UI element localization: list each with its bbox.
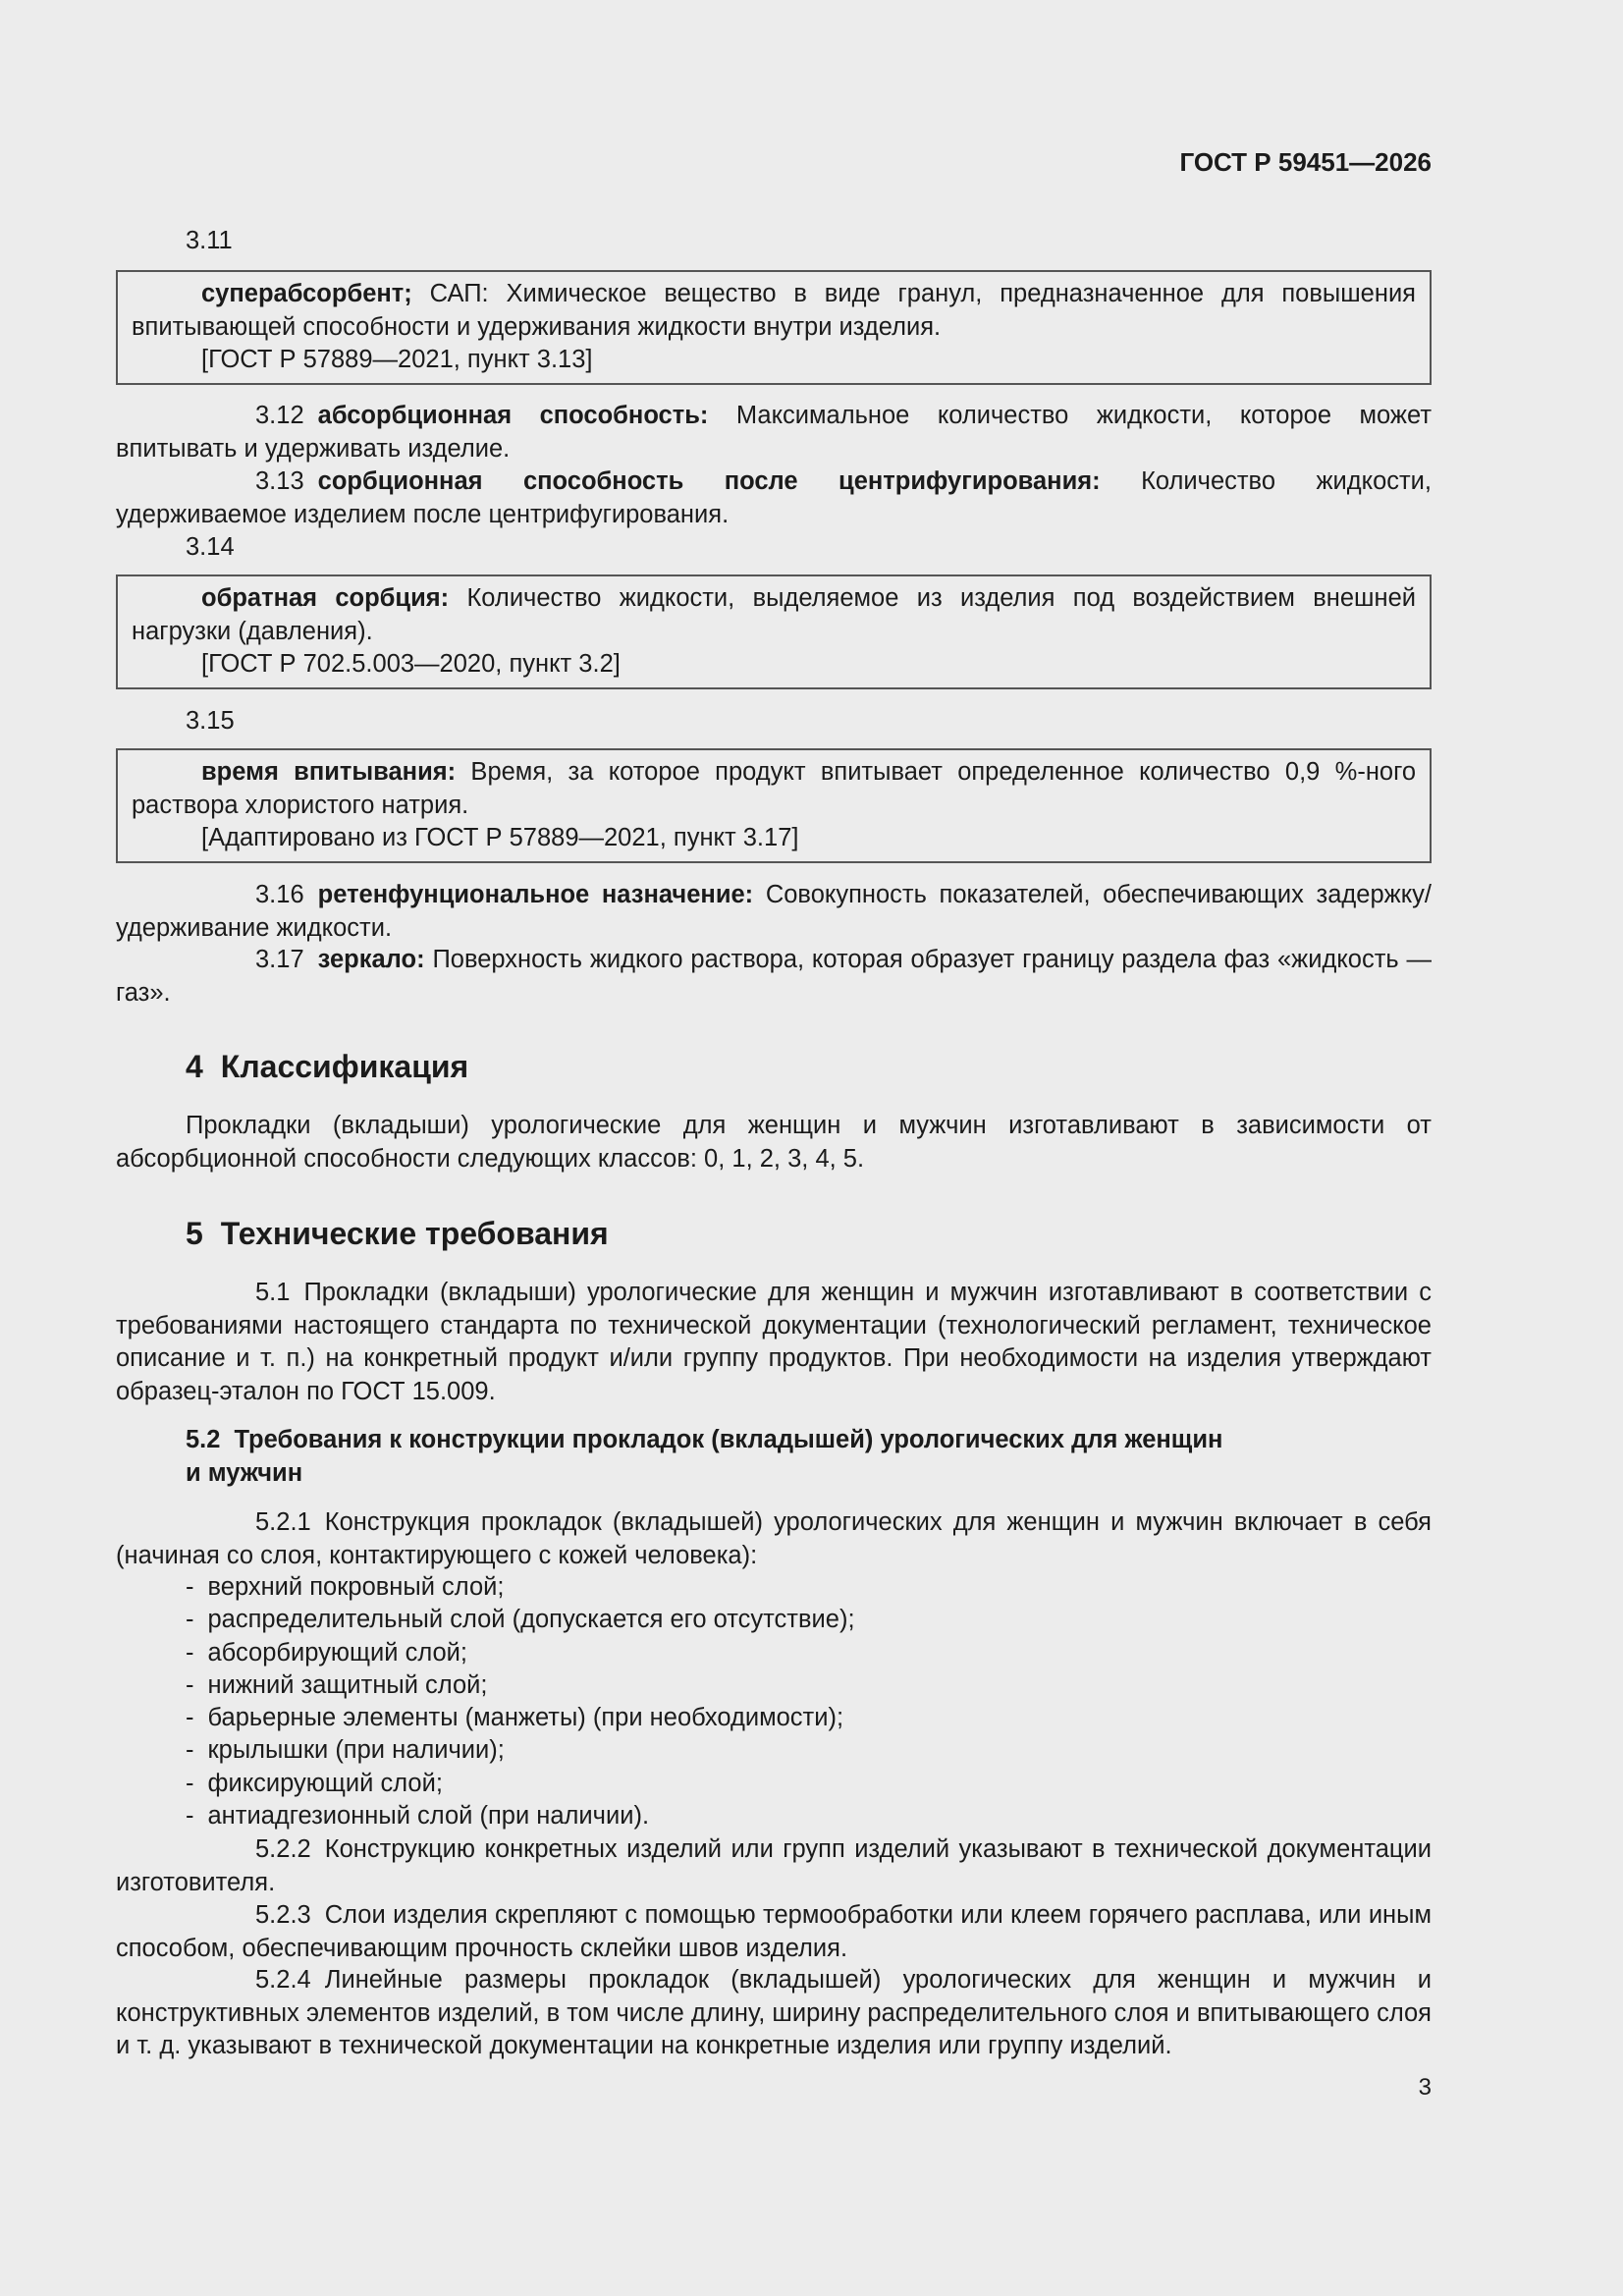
term-box-3-14: [116, 574, 1432, 689]
term-definition: [132, 582, 1416, 648]
list-item: - антиадгезионный слой (при наличии).: [186, 1800, 855, 1832]
term-number: 3.13: [255, 467, 304, 495]
clause-text: Конструкция прокладок (вкладышей) урологических для женщин и мужчин включает в себя (начиная со слоя, контактирующего с кожей человека):: [116, 1508, 1432, 1569]
subsection-title-line-1: [186, 1424, 1432, 1457]
clause-number: 5.2.3: [255, 1901, 311, 1929]
clause-5-1: [116, 1277, 1432, 1408]
term-definition: [132, 278, 1416, 344]
term-abbreviation: САП:: [411, 280, 489, 307]
list-item: - распределительный слой (допускается его отсутствие);: [186, 1604, 855, 1636]
clause-5-2-2: [116, 1833, 1432, 1899]
term-3-16: [116, 879, 1432, 945]
term-number: 3.16: [255, 881, 304, 908]
subsection-title-line-2: и мужчин: [186, 1458, 303, 1487]
definition-text: Совокупность показателей, обеспечивающих задержку/удерживание жидкости.: [116, 881, 1432, 942]
list-item: - крылышки (при наличии);: [186, 1734, 855, 1767]
section-4-heading: [186, 1049, 468, 1085]
term-name: абсорбционная способность:: [317, 402, 709, 429]
definition-text: Количество жидкости, выделяемое из изделия под воздействием внешней нагрузки (давления).: [132, 584, 1416, 645]
clause-text: Прокладки (вкладыши) урологические для женщин и мужчин изготавливают в соответствии с требованиями настоящего стандарта по технической документации (технологический регламент, техническое описание и т. п.) на конкретный продукт и/или группу продуктов. При необходимости на изделия утверждают образец-эталон по ГОСТ 15.009.: [116, 1279, 1432, 1405]
term-name: ретенфунциональное назначение:: [317, 881, 754, 908]
term-source: [ГОСТ Р 57889—2021, пункт 3.13]: [201, 346, 593, 373]
definition-text: Химическое вещество в виде гранул, предназначенное для повышения впитывающей способности и удерживания жидкости внутри изделия.: [132, 280, 1416, 341]
section-title: Классификация: [220, 1049, 469, 1084]
term-definition: [132, 756, 1416, 822]
term-name: суперабсорбент;: [201, 280, 412, 307]
subsection-5-2-heading: [186, 1424, 1432, 1490]
term-3-13: [116, 465, 1432, 531]
page-number: 3: [1418, 2074, 1432, 2101]
term-box-3-11: [116, 270, 1432, 385]
term-source: [Адаптировано из ГОСТ Р 57889—2021, пункт 3.17]: [201, 824, 799, 851]
section-number: 4: [186, 1049, 203, 1084]
list-item: - абсорбирующий слой;: [186, 1637, 855, 1669]
term-3-17: [116, 944, 1432, 1010]
term-number-3-11: 3.11: [186, 227, 233, 254]
clause-number: 5.2.2: [255, 1835, 311, 1863]
list-item: - барьерные элементы (манжеты) (при необходимости);: [186, 1702, 855, 1734]
definition-text: Поверхность жидкого раствора, которая образует границу раздела фаз «жидкость — газ».: [116, 946, 1432, 1007]
clause-number: 5.2.4: [255, 1966, 311, 1994]
clause-number: 5.1: [255, 1279, 291, 1306]
clause-number: 5.2.1: [255, 1508, 311, 1536]
term-name: сорбционная способность после центрифугирования:: [317, 467, 1101, 495]
clause-text: Слои изделия скрепляют с помощью термообработки или клеем горячего расплава, или иным способом, обеспечивающим прочность склейки швов изделия.: [116, 1901, 1432, 1962]
list-item: - верхний покровный слой;: [186, 1571, 855, 1604]
section-number: 5: [186, 1216, 203, 1251]
subsection-number: 5.2: [186, 1426, 221, 1453]
term-number-3-15: 3.15: [186, 707, 235, 735]
clause-5-2-3: [116, 1899, 1432, 1965]
term-box-3-15: [116, 748, 1432, 863]
layers-list: [186, 1571, 855, 1832]
term-name: время впитывания:: [201, 758, 457, 786]
clause-5-2-4: [116, 1964, 1432, 2063]
term-name: обратная сорбция:: [201, 584, 450, 612]
term-number: 3.17: [255, 946, 304, 973]
term-number-3-14: 3.14: [186, 533, 235, 561]
section-4-text: Прокладки (вкладыши) урологические для женщин и мужчин изготавливают в зависимости от абсорбционной способности следующих классов: 0, 1, 2, 3, 4, 5.: [116, 1112, 1432, 1173]
clause-5-2-1: [116, 1506, 1432, 1572]
definition-text: Время, за которое продукт впитывает определенное количество 0,9 %-ного раствора хлористого натрия.: [132, 758, 1417, 819]
definition-text: Максимальное количество жидкости, которое может впитывать и удерживать изделие.: [116, 402, 1433, 463]
clause-text: Линейные размеры прокладок (вкладышей) урологических для женщин и мужчин и конструктивных элементов изделий, в том числе длину, ширину распределительного слоя и впитывающего слоя и т. д. указывают в технической документации на конкретные изделия или группу изделий.: [116, 1966, 1432, 2059]
section-5-heading: [186, 1216, 609, 1252]
list-item: - фиксирующий слой;: [186, 1768, 855, 1800]
subsection-title: Требования к конструкции прокладок (вкладышей) урологических для женщин: [234, 1426, 1223, 1453]
definition-text: Количество жидкости, удерживаемое изделием после центрифугирования.: [116, 467, 1433, 528]
term-name: зеркало:: [317, 946, 425, 973]
term-source: [ГОСТ Р 702.5.003—2020, пункт 3.2]: [201, 650, 621, 678]
section-title: Технические требования: [220, 1216, 609, 1251]
term-number: 3.12: [255, 402, 304, 429]
clause-text: Конструкцию конкретных изделий или групп изделий указывают в технической документации изготовителя.: [116, 1835, 1432, 1896]
term-3-12: [116, 400, 1432, 465]
list-item: - нижний защитный слой;: [186, 1669, 855, 1702]
standard-designation: ГОСТ Р 59451—2026: [1179, 147, 1432, 177]
